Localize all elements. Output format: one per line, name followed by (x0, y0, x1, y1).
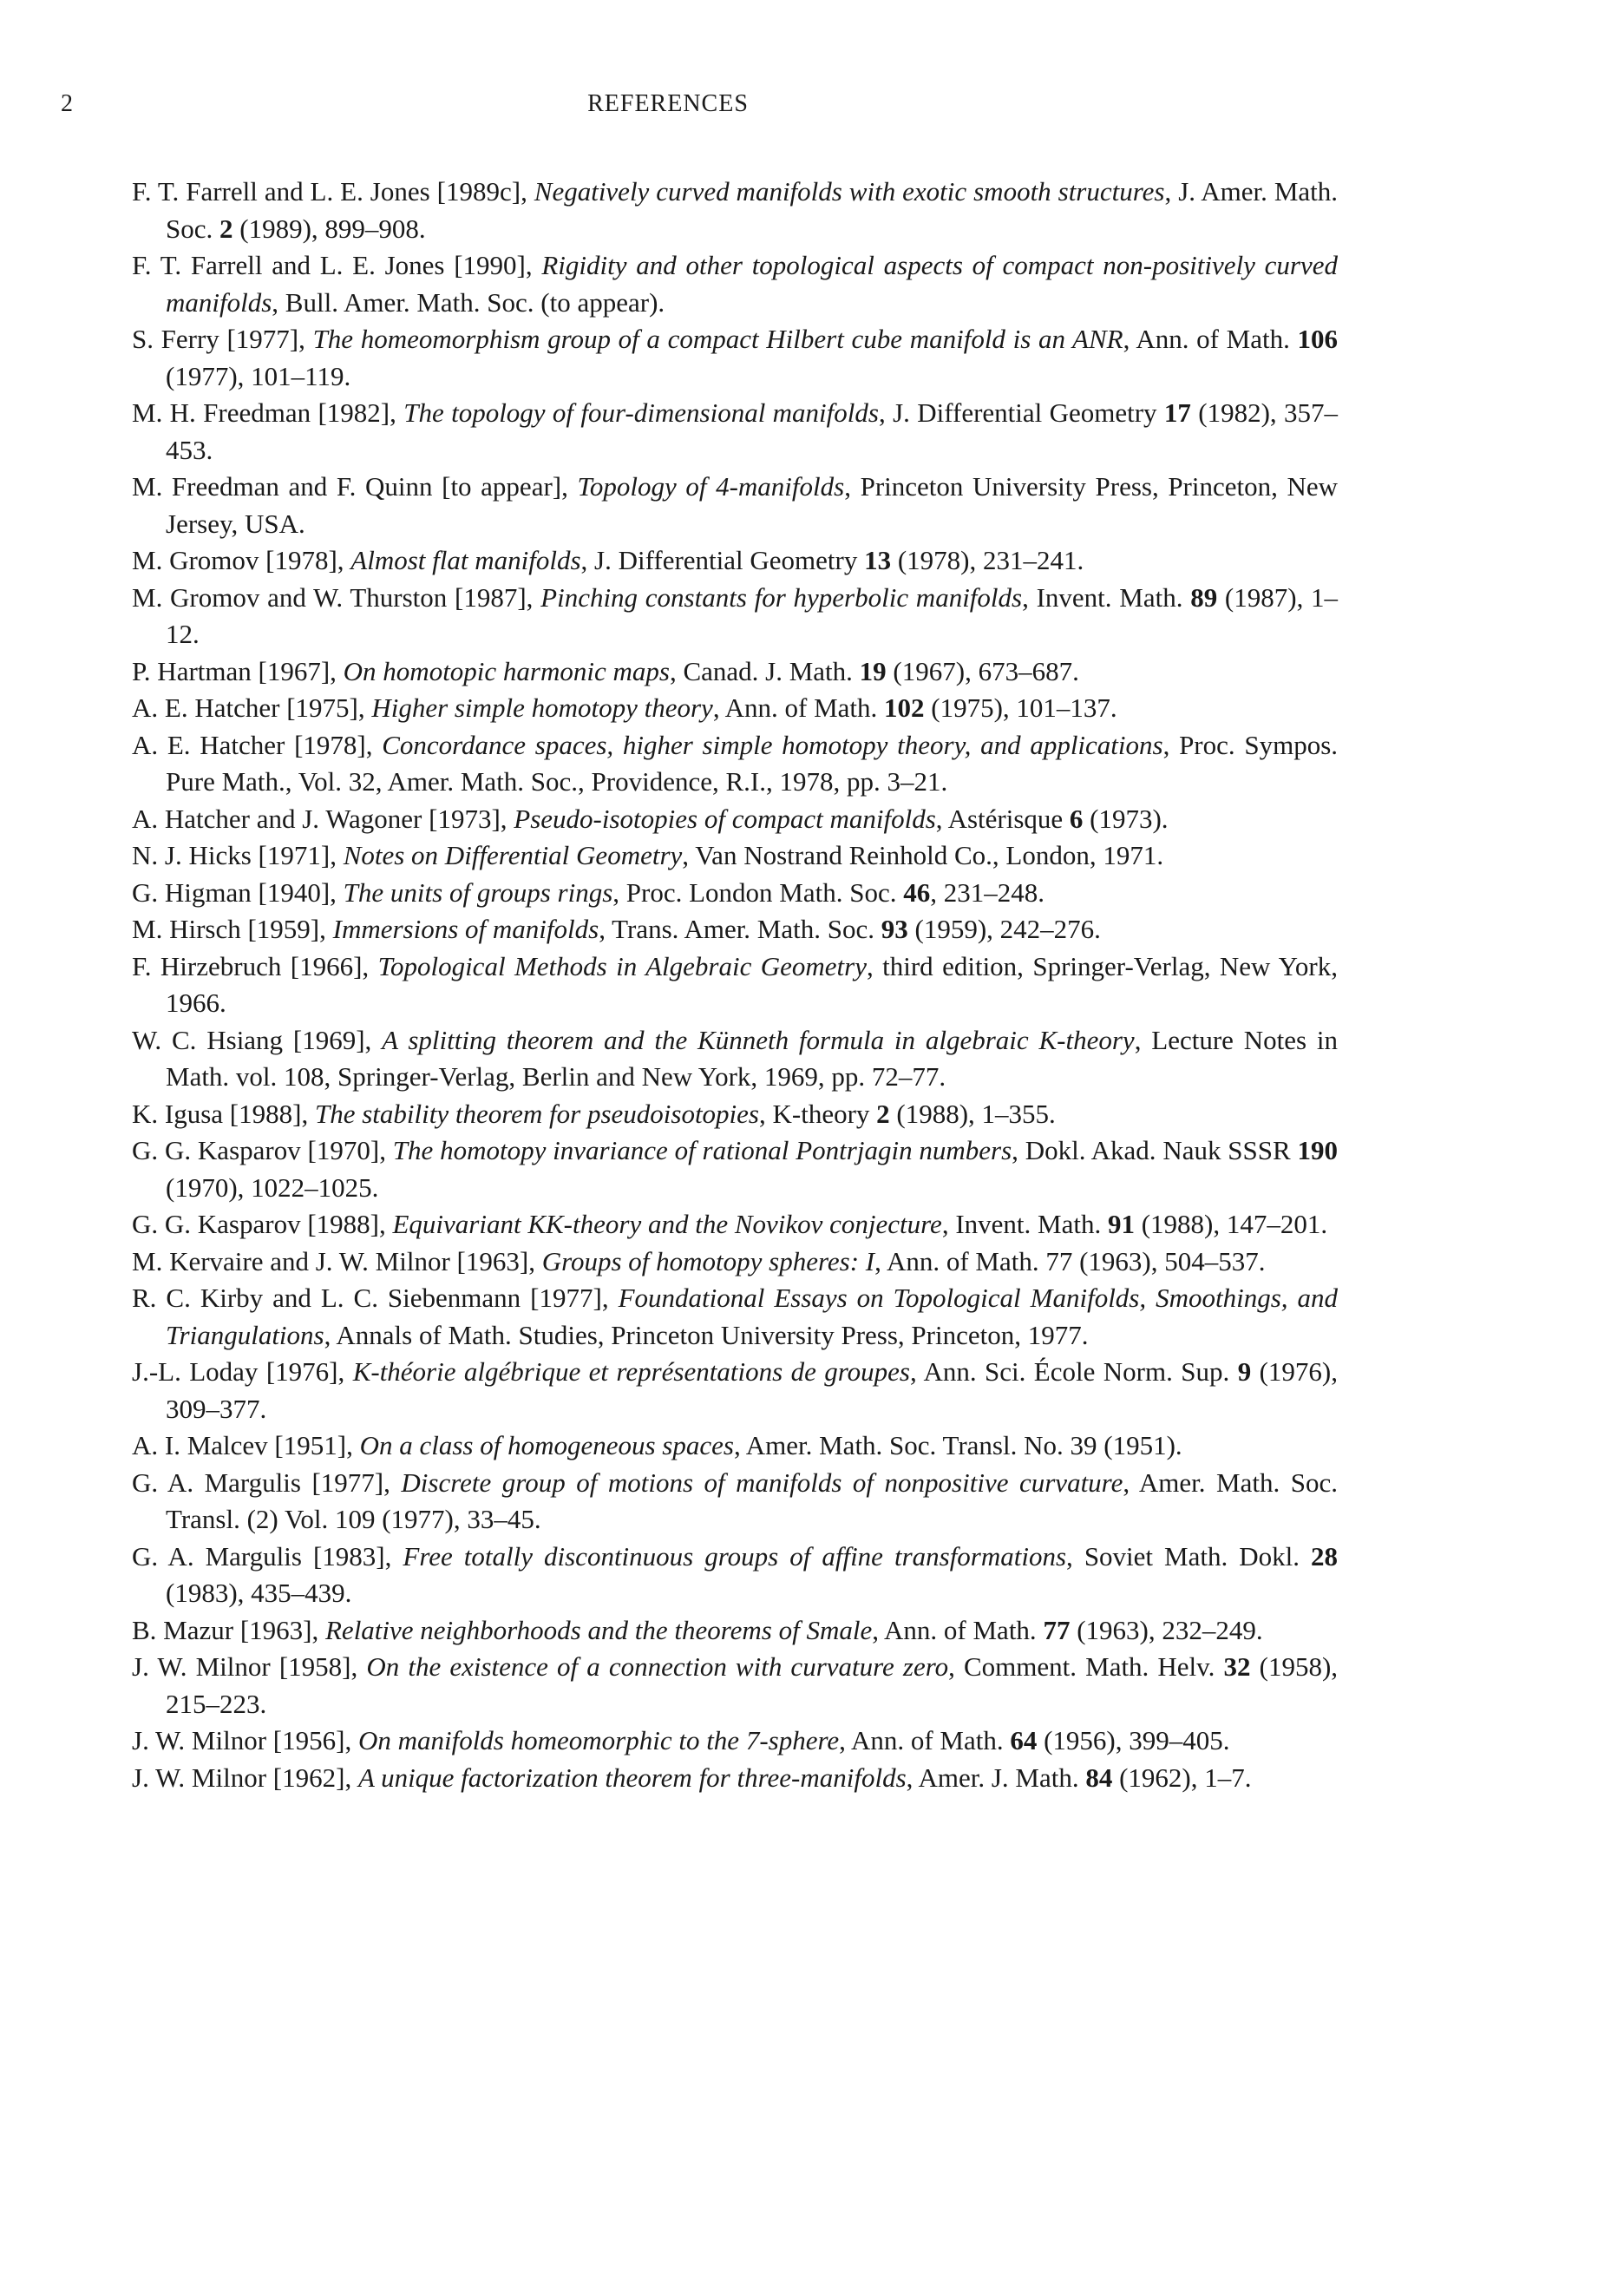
reference-venue: Soviet Math. Dokl. (1084, 1540, 1300, 1572)
reference-year: [1989c] (436, 176, 521, 207)
reference-volume: 28 (1311, 1540, 1339, 1572)
page-number: 2 (61, 90, 73, 117)
reference-title: A unique factorization theorem for three-manifolds (357, 1762, 907, 1793)
reference-entry: G. A. Margulis [1983], Free totally discontinuous groups of affine transformations, Soviet Math. Dokl. 28 (1983), 435–439. (132, 1540, 1339, 1608)
reference-venue: third edition, Springer-Verlag, New York, 1966. (166, 950, 1338, 1018)
reference-authors: K. Igusa (132, 1098, 224, 1129)
reference-title: On the existence of a connection with curvature zero (366, 1651, 949, 1682)
reference-venue: Canad. J. Math. (683, 655, 853, 686)
reference-year: [1956] (272, 1725, 345, 1755)
reference-authors: A. I. Malcev (132, 1430, 268, 1460)
reference-year: [1987] (455, 581, 527, 613)
reference-venue: Comment. Math. Helv. (964, 1651, 1215, 1682)
reference-year: [1983] (312, 1540, 385, 1572)
reference-title: The homotopy invariance of rational Pontrjagin numbers (392, 1135, 1012, 1165)
reference-authors: A. E. Hatcher (132, 692, 280, 723)
reference-title: Negatively curved manifolds with exotic smooth structures (534, 176, 1165, 207)
reference-pages: (1958), 215–223. (166, 1651, 1339, 1719)
reference-entry: J. W. Milnor [1962], A unique factorization theorem for three-manifolds, Amer. J. Math. 84 (1962), 1–7. (132, 1762, 1252, 1793)
reference-title: Equivariant KK-theory and the Novikov conjecture (392, 1209, 942, 1239)
reference-year: [1962] (272, 1762, 345, 1793)
reference-year: [1973] (429, 803, 501, 834)
reference-entry: J.-L. Loday [1976], K-théorie algébrique et représentations de groupes, Ann. Sci. École Norm. Sup. 9 (1976), 309–377. (132, 1356, 1339, 1424)
reference-authors: M. Gromov (132, 545, 259, 575)
reference-entry: J. W. Milnor [1958], On the existence of a connection with curvature zero, Comment. Math. Helv. 32 (1958), 215–223. (132, 1651, 1339, 1719)
reference-volume: 9 (1237, 1356, 1252, 1387)
reference-authors: G. A. Margulis (132, 1540, 302, 1572)
reference-pages: (1967), 673–687. (893, 655, 1079, 686)
reference-authors: R. C. Kirby and L. C. Siebenmann (132, 1283, 521, 1313)
reference-year: [1963] (456, 1245, 529, 1276)
reference-year: [1988] (307, 1209, 379, 1239)
reference-entry: F. Hirzebruch [1966], Topological Methods in Algebraic Geometry, third edition, Springer-Verlag, New York, 1966. (132, 950, 1338, 1018)
reference-pages: (1963), 232–249. (1077, 1614, 1263, 1645)
reference-year: [1958] (278, 1651, 351, 1682)
reference-entry: A. Hatcher and J. Wagoner [1973], Pseudo-isotopies of compact manifolds, Astérisque 6 (1973). (132, 803, 1169, 834)
reference-authors: J. W. Milnor (132, 1651, 271, 1682)
reference-authors: G. A. Margulis (132, 1467, 301, 1498)
reference-title: On manifolds homeomorphic to the 7-sphere (357, 1725, 840, 1755)
reference-entry: P. Hartman [1967], On homotopic harmonic maps, Canad. J. Math. 19 (1967), 673–687. (132, 655, 1079, 686)
reference-authors: F. T. Farrell and L. E. Jones (132, 250, 445, 280)
reference-venue: Ann. Sci. École Norm. Sup. (923, 1356, 1230, 1387)
reference-year: [1988] (229, 1098, 302, 1129)
reference-title: Pseudo-isotopies of compact manifolds (514, 803, 936, 834)
reference-year: [1969] (292, 1024, 365, 1055)
reference-venue: Ann. of Math. (724, 692, 878, 723)
reference-venue: Van Nostrand Reinhold Co., London, 1971. (695, 840, 1164, 870)
reference-entry: K. Igusa [1988], The stability theorem for pseudoisotopies, K-theory 2 (1988), 1–355. (132, 1098, 1056, 1129)
reference-volume: 84 (1085, 1762, 1113, 1793)
reference-venue: K-theory (772, 1098, 870, 1129)
reference-title: Almost flat manifolds (350, 545, 581, 575)
reference-pages: (1959), 242–276. (914, 914, 1101, 944)
reference-year: [1951] (274, 1430, 347, 1460)
reference-volume: 6 (1069, 803, 1084, 834)
reference-year: [1977] (530, 1283, 602, 1313)
reference-volume: 64 (1010, 1725, 1038, 1755)
reference-entry: B. Mazur [1963], Relative neighborhoods and the theorems of Smale, Ann. of Math. 77 (1963), 232–249. (132, 1614, 1263, 1645)
reference-title: K-théorie algébrique et représentations de groupes (352, 1356, 910, 1387)
reference-volume: 106 (1297, 324, 1338, 354)
reference-entry: F. T. Farrell and L. E. Jones [1989c], Negatively curved manifolds with exotic smooth structures, J. Amer. Math. Soc. 2 (1989), 899–908. (132, 176, 1339, 244)
reference-volume: 19 (859, 655, 887, 686)
reference-entry: M. Freedman and F. Quinn [to appear], Topology of 4-manifolds, Princeton University Press, Princeton, New Jersey, USA. (132, 471, 1339, 539)
reference-list (132, 174, 1338, 1796)
reference-authors: S. Ferry (132, 324, 219, 354)
reference-venue: Dokl. Akad. Nauk SSSR (1025, 1135, 1291, 1165)
reference-volume: 13 (864, 545, 892, 575)
reference-authors: M. Freedman and F. Quinn (132, 471, 433, 502)
reference-title: Topology of 4-manifolds (577, 471, 845, 502)
reference-entry: W. C. Hsiang [1969], A splitting theorem and the Künneth formula in algebraic K-theory, Lecture Notes in Math. vol. 108, Springer-Verlag, Berlin and New York, 1969, pp. 72–77. (132, 1024, 1338, 1092)
reference-entry: M. Kervaire and J. W. Milnor [1963], Groups of homotopy spheres: I, Ann. of Math. 77 (1963), 504–537. (132, 1245, 1266, 1276)
reference-venue: Trans. Amer. Math. Soc. (612, 914, 874, 944)
reference-venue: Ann. of Math. (884, 1614, 1037, 1645)
reference-year: [1976] (265, 1356, 338, 1387)
reference-venue: Bull. Amer. Math. Soc. (to appear). (285, 286, 665, 318)
reference-venue: Astérisque (947, 803, 1064, 834)
reference-authors: J.-L. Loday (132, 1356, 259, 1387)
reference-volume: 46 (903, 876, 931, 908)
reference-entry: A. E. Hatcher [1975], Higher simple homotopy theory, Ann. of Math. 102 (1975), 101–137. (132, 692, 1117, 723)
reference-authors: W. C. Hsiang (132, 1024, 284, 1055)
reference-title: Topological Methods in Algebraic Geometry (377, 950, 867, 981)
reference-authors: P. Hartman (132, 655, 252, 686)
reference-venue: Amer. Math. Soc. Transl. (2) Vol. 109 (1977), 33–45. (166, 1467, 1338, 1534)
reference-year: [1970] (307, 1135, 380, 1165)
reference-title: Pinching constants for hyperbolic manifolds (540, 581, 1023, 613)
reference-title: On homotopic harmonic maps (343, 655, 670, 686)
reference-title: Discrete group of motions of manifolds of nonpositive curvature (401, 1467, 1123, 1498)
reference-venue: Ann. of Math. (850, 1725, 1004, 1755)
reference-title: Relative neighborhoods and the theorems of Smale (325, 1614, 873, 1645)
reference-venue: J. Differential Geometry (893, 397, 1157, 428)
reference-volume: 77 (1043, 1614, 1071, 1645)
reference-venue: Proc. Sympos. Pure Math., Vol. 32, Amer. Math. Soc., Providence, R.I., 1978, pp. 3–21. (166, 729, 1339, 797)
reference-year: [1940] (258, 876, 331, 908)
reference-authors: M. Kervaire and J. W. Milnor (132, 1245, 450, 1276)
reference-title: Higher simple homotopy theory (371, 692, 713, 723)
reference-year: [1967] (258, 655, 331, 686)
reference-year: [1959] (247, 914, 320, 944)
reference-venue: Annals of Math. Studies, Princeton University Press, Princeton, 1977. (336, 1319, 1089, 1350)
reference-volume: 2 (219, 213, 233, 244)
reference-year: [1978] (294, 729, 366, 760)
reference-entry: M. H. Freedman [1982], The topology of four-dimensional manifolds, J. Differential Geometry 17 (1982), 357–453. (132, 397, 1339, 465)
reference-pages: (1982), 357–453. (166, 397, 1339, 465)
reference-volume: 89 (1190, 581, 1218, 613)
reference-year: [1977] (226, 324, 299, 354)
reference-pages: , 231–248. (930, 876, 1044, 908)
reference-authors: G. G. Kasparov (132, 1135, 301, 1165)
reference-year: [1963] (239, 1614, 312, 1645)
reference-entry: M. Hirsch [1959], Immersions of manifolds, Trans. Amer. Math. Soc. 93 (1959), 242–276. (132, 914, 1101, 944)
reference-title: Foundational Essays on Topological Manifolds, Smoothings, and Triangulations (166, 1283, 1339, 1350)
reference-venue: Invent. Math. (1036, 581, 1183, 613)
reference-venue: Invent. Math. (955, 1209, 1102, 1239)
reference-pages: (1989), 899–908. (239, 213, 426, 244)
reference-entry: M. Gromov and W. Thurston [1987], Pinching constants for hyperbolic manifolds, Invent. Math. 89 (1987), 1–12. (132, 581, 1339, 649)
reference-year: [1978] (265, 545, 337, 575)
reference-pages: (1988), 1–355. (896, 1098, 1056, 1129)
reference-authors: A. Hatcher and J. Wagoner (132, 803, 422, 834)
reference-venue: Princeton University Press, Princeton, New Jersey, USA. (166, 471, 1339, 539)
reference-pages: (1988), 147–201. (1141, 1209, 1328, 1239)
reference-pages: (1975), 101–137. (931, 692, 1117, 723)
reference-authors: F. Hirzebruch (132, 950, 282, 981)
reference-authors: J. W. Milnor (132, 1725, 267, 1755)
reference-pages: (1976), 309–377. (166, 1356, 1339, 1424)
reference-volume: 2 (876, 1098, 890, 1129)
reference-pages: (1956), 399–405. (1044, 1725, 1230, 1755)
reference-entry: G. Higman [1940], The units of groups rings, Proc. London Math. Soc. 46, 231–248. (132, 876, 1044, 908)
reference-venue: Amer. Math. Soc. Transl. No. 39 (1951). (745, 1430, 1182, 1460)
reference-venue: J. Amer. Math. Soc. (166, 176, 1339, 244)
reference-title: The topology of four-dimensional manifolds (403, 397, 879, 428)
reference-authors: B. Mazur (132, 1614, 234, 1645)
reference-venue: J. Differential Geometry (594, 545, 858, 575)
reference-year: [1982] (318, 397, 390, 428)
reference-pages: (1983), 435–439. (166, 1578, 352, 1608)
reference-authors: F. T. Farrell and L. E. Jones (132, 176, 430, 207)
reference-title: Immersions of manifolds (332, 914, 599, 944)
reference-venue: Amer. J. Math. (918, 1762, 1079, 1793)
reference-authors: N. J. Hicks (132, 840, 252, 870)
reference-title: A splitting theorem and the Künneth formula in algebraic K-theory (382, 1024, 1135, 1055)
reference-year: [1990] (454, 250, 526, 280)
reference-authors: G. Higman (132, 876, 252, 908)
reference-venue: Proc. London Math. Soc. (625, 876, 897, 908)
reference-pages: (1977), 101–119. (166, 360, 351, 391)
reference-entry: A. I. Malcev [1951], On a class of homogeneous spaces, Amer. Math. Soc. Transl. No. 39 (1951). (132, 1430, 1182, 1460)
reference-authors: M. Gromov and W. Thurston (132, 581, 448, 613)
reference-pages: (1987), 1–12. (166, 581, 1339, 649)
reference-entry: G. A. Margulis [1977], Discrete group of motions of manifolds of nonpositive curvature, Amer. Math. Soc. Transl. (2) Vol. 109 (1977), 33–45. (132, 1467, 1338, 1534)
reference-authors: M. H. Freedman (132, 397, 311, 428)
reference-volume: 190 (1297, 1135, 1339, 1165)
reference-volume: 17 (1163, 397, 1191, 428)
reference-volume: 93 (881, 914, 908, 944)
reference-pages: (1970), 1022–1025. (166, 1171, 379, 1203)
reference-entry: G. G. Kasparov [1970], The homotopy invariance of rational Pontrjagin numbers, Dokl. Akad. Nauk SSSR 190 (1970), 1022–1025. (132, 1135, 1339, 1203)
reference-authors: A. E. Hatcher (132, 729, 285, 760)
reference-pages: (1973). (1090, 803, 1169, 834)
reference-venue: Ann. of Math. (1136, 324, 1290, 354)
reference-entry: S. Ferry [1977], The homeomorphism group of a compact Hilbert cube manifold is an ANR, Ann. of Math. 106 (1977), 101–119. (132, 324, 1338, 391)
reference-title: On a class of homogeneous spaces (359, 1430, 734, 1460)
reference-volume: 102 (884, 692, 925, 723)
reference-year: [1977] (311, 1467, 384, 1498)
reference-entry: G. G. Kasparov [1988], Equivariant KK-theory and the Novikov conjecture, Invent. Math. 91 (1988), 147–201. (132, 1209, 1328, 1239)
reference-title: The stability theorem for pseudoisotopies (314, 1098, 759, 1129)
reference-venue: Ann. of Math. 77 (1963), 504–537. (886, 1245, 1266, 1276)
reference-entry: F. T. Farrell and L. E. Jones [1990], Rigidity and other topological aspects of compact non-positively curved manifolds, Bull. Amer. Math. Soc. (to appear). (132, 250, 1338, 318)
reference-venue: Lecture Notes in Math. vol. 108, Springer-Verlag, Berlin and New York, 1969, pp. 72–77. (166, 1024, 1338, 1092)
reference-year: [1971] (258, 840, 331, 870)
running-head: REFERENCES (587, 90, 749, 117)
reference-title: Free totally discontinuous groups of affine transformations (403, 1540, 1067, 1572)
reference-entry: A. E. Hatcher [1978], Concordance spaces, higher simple homotopy theory, and applications, Proc. Sympos. Pure Math., Vol. 32, Amer. Math. Soc., Providence, R.I., 1978, pp. 3–21. (132, 729, 1339, 797)
reference-year: [1966] (290, 950, 363, 981)
reference-volume: 32 (1223, 1651, 1251, 1682)
reference-volume: 91 (1107, 1209, 1135, 1239)
reference-title: Rigidity and other topological aspects of compact non-positively curved manifolds (166, 250, 1338, 318)
reference-title: The units of groups rings (343, 876, 613, 908)
reference-authors: J. W. Milnor (132, 1762, 267, 1793)
reference-pages: (1962), 1–7. (1119, 1762, 1252, 1793)
reference-title: Notes on Differential Geometry (343, 840, 683, 870)
reference-entry: J. W. Milnor [1956], On manifolds homeomorphic to the 7-sphere, Ann. of Math. 64 (1956), 399–405. (132, 1725, 1230, 1755)
reference-authors: M. Hirsch (132, 914, 241, 944)
reference-year: [1975] (286, 692, 358, 723)
reference-entry: R. C. Kirby and L. C. Siebenmann [1977], Foundational Essays on Topological Manifolds, Smoothings, and Triangulations, Annals of Math. Studies, Princeton University Press, Princeton, 1977. (132, 1283, 1339, 1350)
reference-title: The homeomorphism group of a compact Hilbert cube manifold is an ANR (312, 324, 1123, 354)
reference-year: [to appear] (442, 471, 562, 502)
reference-entry: M. Gromov [1978], Almost flat manifolds, J. Differential Geometry 13 (1978), 231–241. (132, 545, 1084, 575)
reference-title: Concordance spaces, higher simple homotopy theory, and applications (382, 729, 1163, 760)
reference-pages: (1978), 231–241. (897, 545, 1084, 575)
reference-title: Groups of homotopy spheres: I (541, 1245, 875, 1276)
reference-entry: N. J. Hicks [1971], Notes on Differential Geometry, Van Nostrand Reinhold Co., London, 1971. (132, 840, 1164, 870)
reference-authors: G. G. Kasparov (132, 1209, 301, 1239)
